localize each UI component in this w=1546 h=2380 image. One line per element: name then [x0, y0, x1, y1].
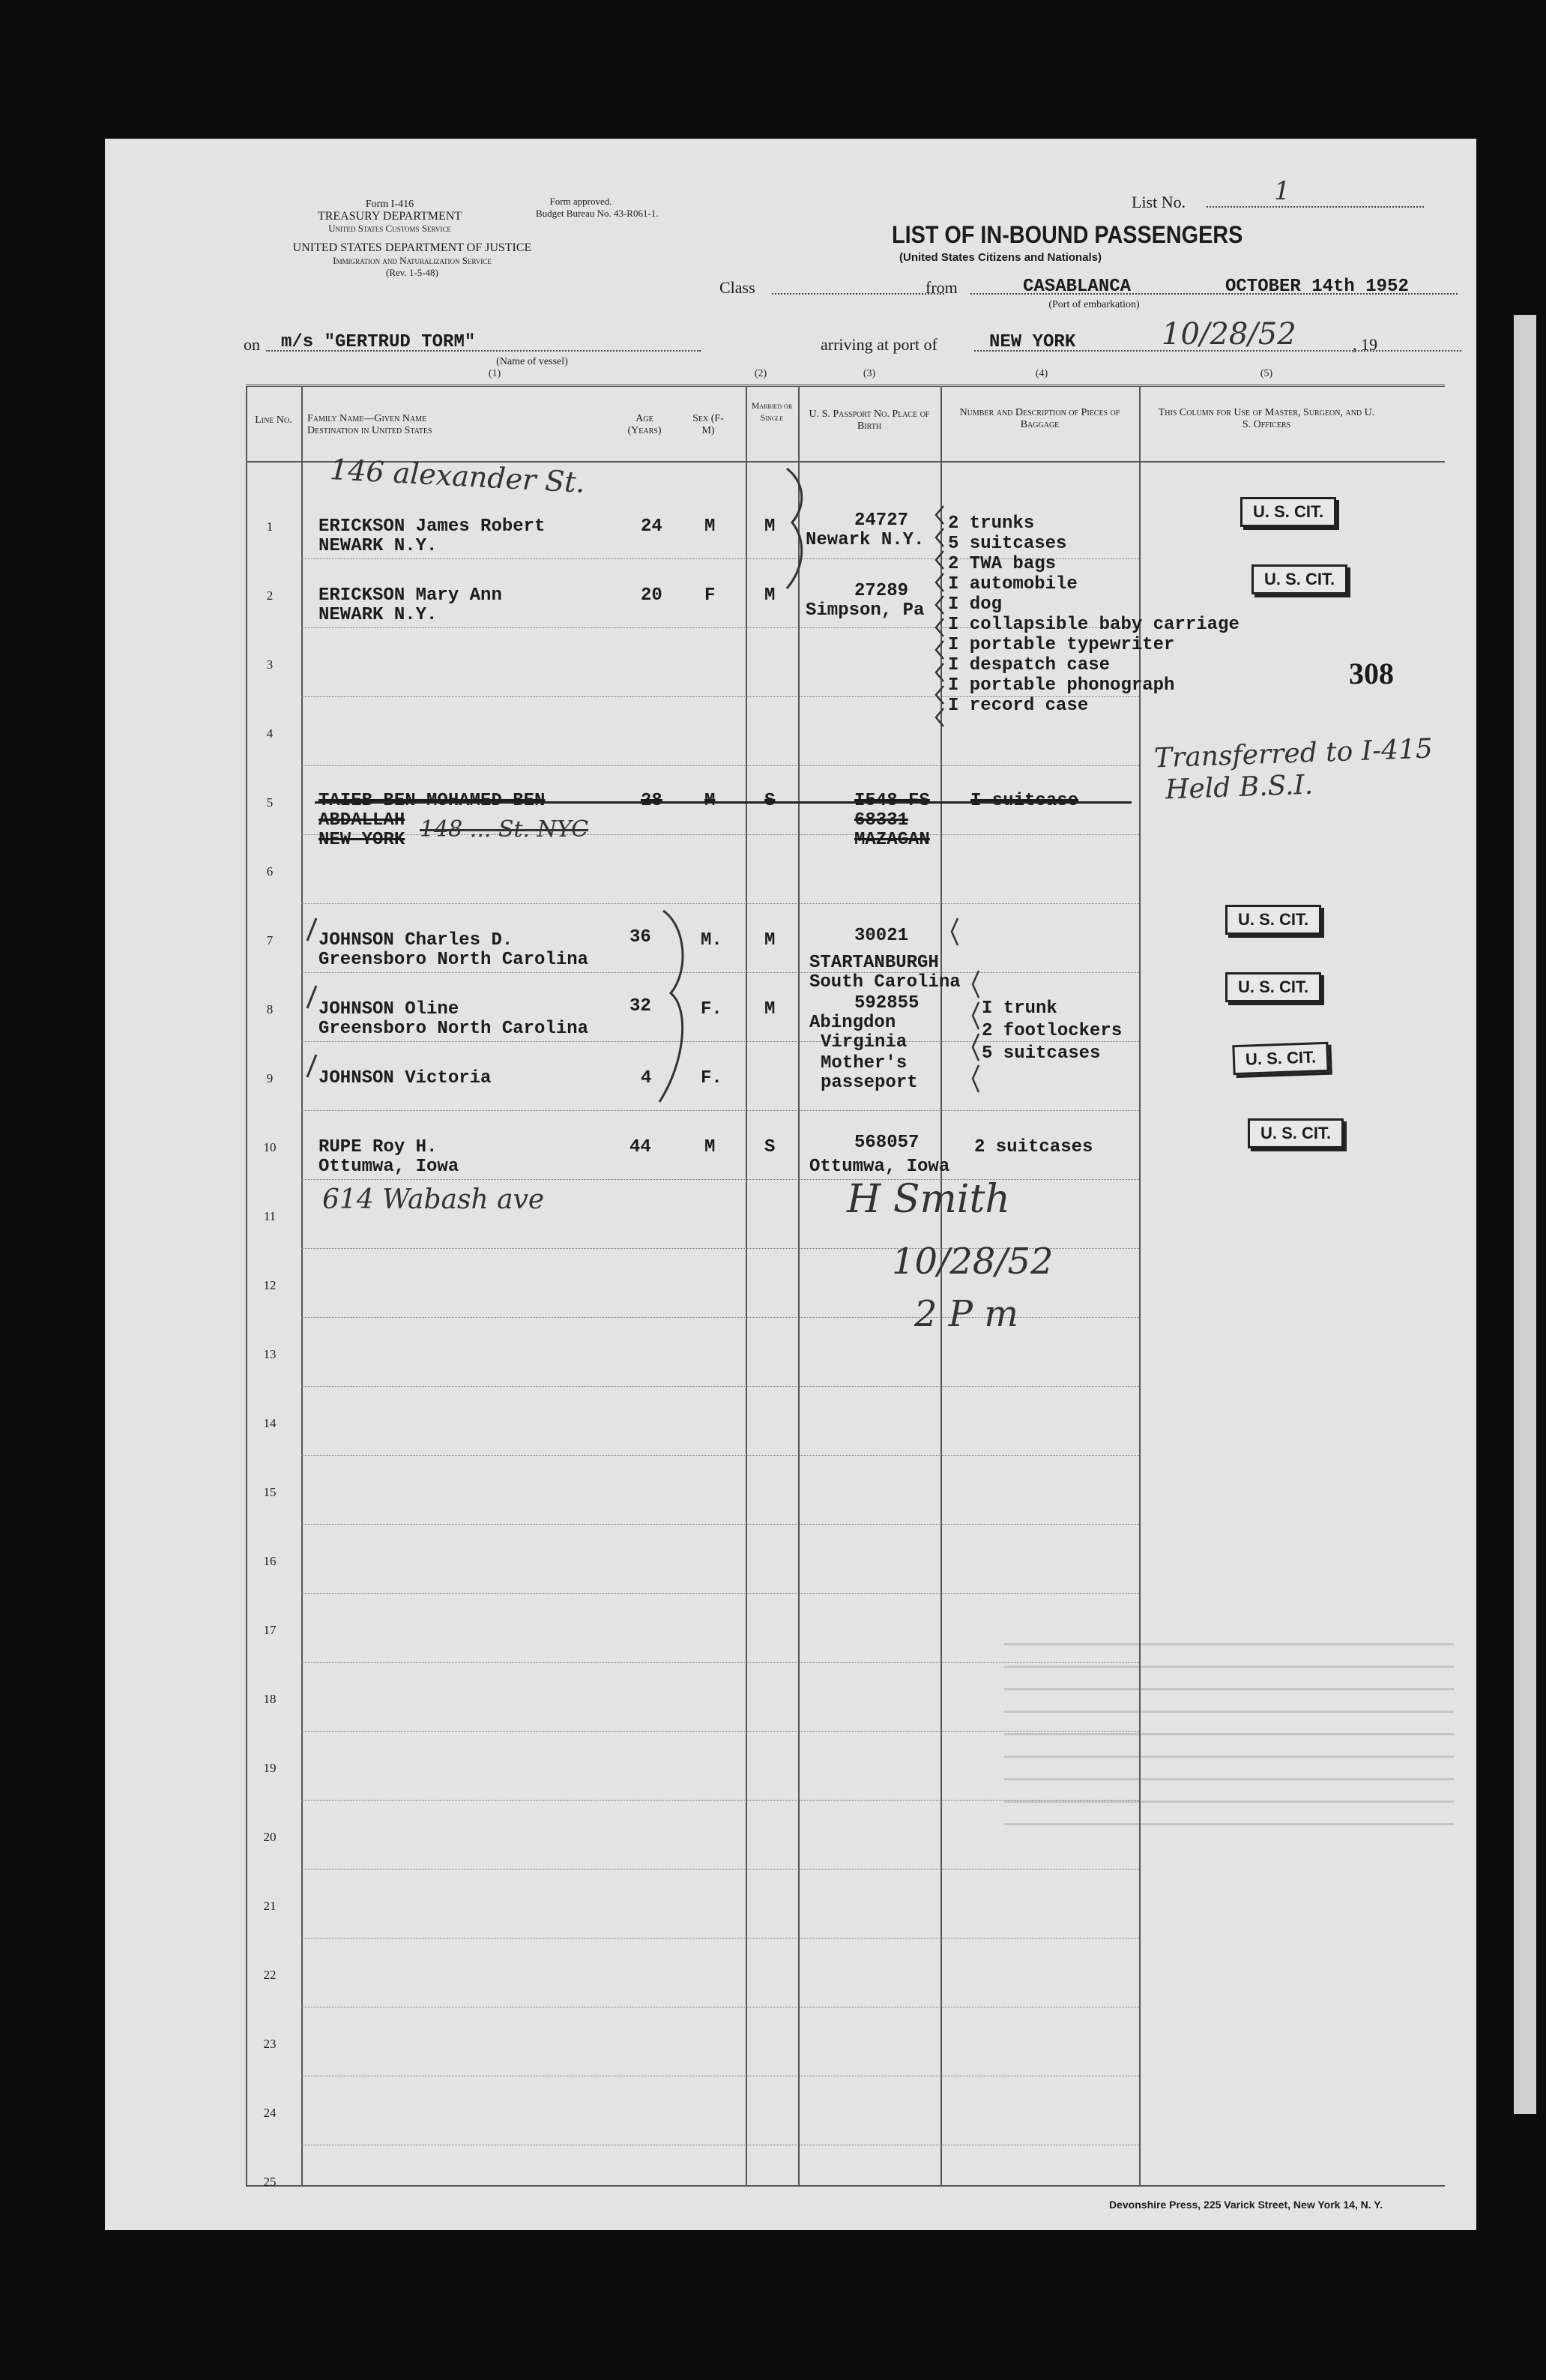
citizen-stamp: U. S. CIT.	[1232, 1042, 1329, 1075]
header-sex: Sex (F-M)	[692, 413, 724, 436]
col-num-5: (5)	[1260, 368, 1273, 379]
passenger-destination: NEWARK N.Y.	[318, 536, 438, 556]
year-suffix: , 19	[1353, 335, 1377, 354]
row-divider	[301, 1386, 1139, 1387]
baggage-list	[948, 513, 1239, 716]
passenger-name: ERICKSON Mary Ann	[318, 585, 502, 606]
passenger-age: 20	[641, 585, 662, 606]
birthplace: Newark N.Y.	[806, 530, 925, 550]
arriving-label: arriving at port of	[821, 335, 937, 354]
baggage-item: 2 TWA bags	[948, 554, 1057, 574]
baggage-list	[982, 998, 1122, 1065]
bleed-through-text	[1004, 1630, 1454, 1825]
handwritten-brace	[783, 469, 813, 588]
arrival-port: NEW YORK	[989, 332, 1076, 352]
passenger-sex: M	[704, 516, 716, 537]
passenger-age: 28	[641, 791, 662, 811]
col-num-3: (3)	[863, 368, 876, 379]
passport-number: I548 FS	[854, 791, 930, 811]
passenger-name: JOHNSON Charles D.	[318, 930, 513, 951]
passenger-age: 4	[641, 1068, 652, 1088]
signature-time: 2 P m	[914, 1293, 1018, 1335]
col-rule	[798, 386, 800, 2185]
line-number: 15	[263, 1485, 277, 1499]
line-number: 2	[266, 588, 274, 603]
baggage-item: 2 suitcases	[974, 1137, 1093, 1157]
birthplace-state: South Carolina	[809, 972, 961, 992]
embark-date: OCTOBER 14th 1952	[1225, 277, 1409, 297]
transfer-note: Transferred to I-415	[1153, 733, 1434, 774]
passport-number: 27289	[854, 581, 909, 601]
approval-note: Form approved.	[549, 196, 612, 207]
baggage-item: I automobile	[948, 574, 1078, 594]
baggage-item: I despatch case	[948, 655, 1111, 675]
on-label: on	[244, 335, 260, 354]
header-passport: U. S. Passport No. Place of Birth	[809, 409, 930, 432]
handwritten-address: 614 Wabash ave	[322, 1184, 545, 1215]
col-num-2: (2)	[754, 368, 767, 379]
passport-number: 30021	[854, 926, 909, 946]
budget-bureau: Budget Bureau No. 43-R061-1.	[536, 208, 659, 219]
embark-caption: (Port of embarkation)	[1048, 299, 1140, 310]
line-number: 24	[263, 2106, 277, 2120]
baggage-item: I record case	[948, 696, 1089, 716]
row-divider	[301, 1455, 1139, 1456]
baggage-item: I portable typewriter	[948, 635, 1175, 655]
justice-department: UNITED STATES DEPARTMENT OF JUSTICE	[292, 241, 532, 254]
birthplace: Mother's	[821, 1053, 908, 1073]
header-officers: This Column for Use of Master, Surgeon, and U. S. Officers	[1158, 407, 1375, 430]
ins-service: Immigration and Naturalization Service	[333, 255, 492, 266]
birthplace: Ottumwa, Iowa	[809, 1157, 950, 1177]
line-number: 12	[263, 1278, 277, 1292]
line-number: 3	[266, 657, 274, 672]
header-married: Married or Single	[751, 400, 793, 423]
birthplace: MAZAGAN	[854, 830, 930, 850]
manifest-sheet	[105, 139, 1476, 2230]
passenger-age: 44	[629, 1137, 651, 1157]
line-number: 6	[266, 864, 274, 879]
handwritten-brace	[656, 911, 701, 1106]
handwritten-address: 148 ... St. NYC	[420, 816, 589, 843]
passenger-marital: M	[764, 516, 776, 537]
passenger-destination: ABDALLAH	[318, 810, 405, 831]
col-num-1: (1)	[488, 368, 501, 379]
class-line	[772, 293, 944, 295]
page-title: LIST OF IN-BOUND PASSENGERS	[892, 221, 1243, 248]
list-no-label: List No.	[1132, 193, 1186, 211]
passenger-age: 36	[629, 927, 651, 948]
line-number: 4	[266, 726, 274, 741]
line-number: 13	[263, 1347, 277, 1361]
passenger-marital: S	[764, 791, 776, 811]
vessel-name: m/s "GERTRUD TORM"	[281, 332, 476, 352]
passenger-sex: M	[704, 1137, 716, 1157]
line-number: 1	[266, 519, 274, 534]
table-top-rule	[246, 385, 1445, 387]
baggage-item: I suitcase	[970, 791, 1079, 811]
revision: (Rev. 1-5-48)	[386, 267, 438, 278]
arrival-date: 10/28/52	[1162, 317, 1296, 352]
passenger-marital: M	[764, 930, 776, 951]
check-marks	[306, 918, 328, 1098]
line-number: 23	[263, 2037, 277, 2051]
baggage-bracket	[935, 918, 988, 1098]
baggage-item: 5 suitcases	[948, 534, 1067, 554]
officer-signature: H Smith	[847, 1177, 1010, 1222]
citizen-stamp: U. S. CIT.	[1251, 564, 1347, 594]
passenger-age: 32	[629, 996, 651, 1016]
passenger-name: TAIEB BEN MOHAMED BEN	[318, 791, 546, 811]
form-number: Form I-416	[365, 199, 414, 210]
embark-port: CASABLANCA	[1023, 277, 1132, 297]
passenger-sex: F.	[701, 1068, 722, 1088]
row-divider	[301, 1869, 1139, 1870]
held-note: Held B.S.I.	[1165, 769, 1314, 806]
header-age: Age (Years)	[627, 413, 662, 436]
from-label: from	[926, 278, 958, 297]
row-divider	[301, 972, 1139, 973]
passenger-marital: S	[764, 1137, 776, 1157]
department: TREASURY DEPARTMENT	[317, 210, 462, 223]
citizen-stamp: U. S. CIT.	[1225, 905, 1321, 935]
line-number: 5	[266, 795, 274, 810]
col-rule	[746, 386, 747, 2185]
passenger-age: 24	[641, 516, 662, 537]
passport-number: 592855	[854, 993, 920, 1013]
line-number: 8	[266, 1002, 274, 1016]
count-number: 308	[1349, 657, 1394, 690]
line-number: 17	[263, 1623, 277, 1637]
row-divider	[301, 1593, 1139, 1594]
line-number: 10	[263, 1140, 277, 1154]
passport-number: 24727	[854, 510, 909, 531]
header-name: Family Name—Given Name Destination in United States	[307, 413, 432, 436]
baggage-item: I dog	[948, 594, 1003, 615]
list-no-value: 1	[1274, 176, 1290, 206]
passport-number: 68331	[854, 810, 909, 831]
page-subtitle: (United States Citizens and Nationals)	[899, 251, 1102, 264]
passenger-destination: Greensboro North Carolina	[318, 1019, 589, 1039]
passenger-sex: F.	[701, 999, 722, 1019]
citizen-stamp: U. S. CIT.	[1240, 497, 1336, 527]
row-divider	[301, 1110, 1139, 1111]
passenger-destination: NEWARK N.Y.	[318, 605, 438, 625]
baggage-item: 2 trunks	[948, 513, 1035, 534]
baggage-item: I portable phonograph	[948, 675, 1175, 696]
baggage-item: I collapsible baby carriage	[948, 615, 1239, 635]
row-divider	[301, 903, 1139, 904]
line-number: 14	[263, 1416, 277, 1430]
passenger-name: JOHNSON Oline	[318, 999, 459, 1019]
line-number: 22	[263, 1968, 277, 1982]
baggage-item: 5 suitcases	[982, 1043, 1101, 1064]
passenger-name: ERICKSON James Robert	[318, 516, 546, 537]
passenger-destination: NEW YORK	[318, 830, 405, 850]
class-label: Class	[719, 278, 755, 297]
passenger-sex: M.	[701, 930, 722, 951]
header-line-no: Line No.	[255, 415, 292, 426]
row-divider	[301, 765, 1139, 766]
row-divider	[301, 1179, 1139, 1180]
birthplace: Abingdon	[809, 1013, 896, 1033]
line-number: 21	[263, 1899, 277, 1913]
passenger-sex: M	[704, 791, 716, 811]
line-number: 7	[266, 933, 274, 948]
passenger-sex: F	[704, 585, 716, 606]
passenger-name: JOHNSON Victoria	[318, 1068, 492, 1088]
list-no-line	[1207, 206, 1424, 208]
adjacent-page-edge	[1514, 315, 1536, 2114]
line-number: 25	[263, 2175, 277, 2189]
line-number: 20	[263, 1830, 277, 1844]
strike-line	[315, 801, 1132, 804]
row-divider	[301, 1524, 1139, 1525]
header-baggage: Number and Description of Pieces of Baggage	[959, 407, 1120, 430]
passenger-destination: Greensboro North Carolina	[318, 950, 589, 970]
line-number: 18	[263, 1692, 277, 1706]
birthplace-note: passeport	[821, 1073, 918, 1093]
birthplace-state: Virginia	[821, 1032, 908, 1052]
passport-number: 568057	[854, 1133, 920, 1153]
line-number: 9	[266, 1071, 274, 1085]
line-number: 11	[263, 1209, 277, 1223]
birthplace: Simpson, Pa	[806, 600, 925, 621]
birthplace: STARTANBURGH	[809, 953, 939, 973]
baggage-item: 2 footlockers	[982, 1021, 1123, 1041]
passenger-marital: M	[764, 585, 776, 606]
citizen-stamp: U. S. CIT.	[1248, 1118, 1344, 1148]
customs-service: United States Customs Service	[328, 223, 451, 234]
passenger-marital: M	[764, 999, 776, 1019]
table-left-rule	[246, 386, 247, 2185]
vessel-caption: (Name of vessel)	[496, 356, 568, 367]
citizen-stamp: U. S. CIT.	[1225, 972, 1321, 1002]
signature-date: 10/28/52	[892, 1241, 1054, 1283]
line-number: 19	[263, 1761, 277, 1775]
printer-footer: Devonshire Press, 225 Varick Street, New York 14, N. Y.	[1109, 2199, 1383, 2211]
col-rule	[301, 386, 303, 2185]
passenger-name: RUPE Roy H.	[318, 1137, 438, 1157]
passenger-destination: Ottumwa, Iowa	[318, 1157, 459, 1177]
baggage-bracket	[933, 506, 948, 851]
baggage-item: I trunk	[982, 998, 1057, 1019]
handwritten-address: 146 alexander St.	[329, 453, 586, 499]
col-num-4: (4)	[1035, 368, 1048, 379]
table-bottom-rule	[246, 2185, 1445, 2187]
line-number: 16	[263, 1554, 277, 1568]
